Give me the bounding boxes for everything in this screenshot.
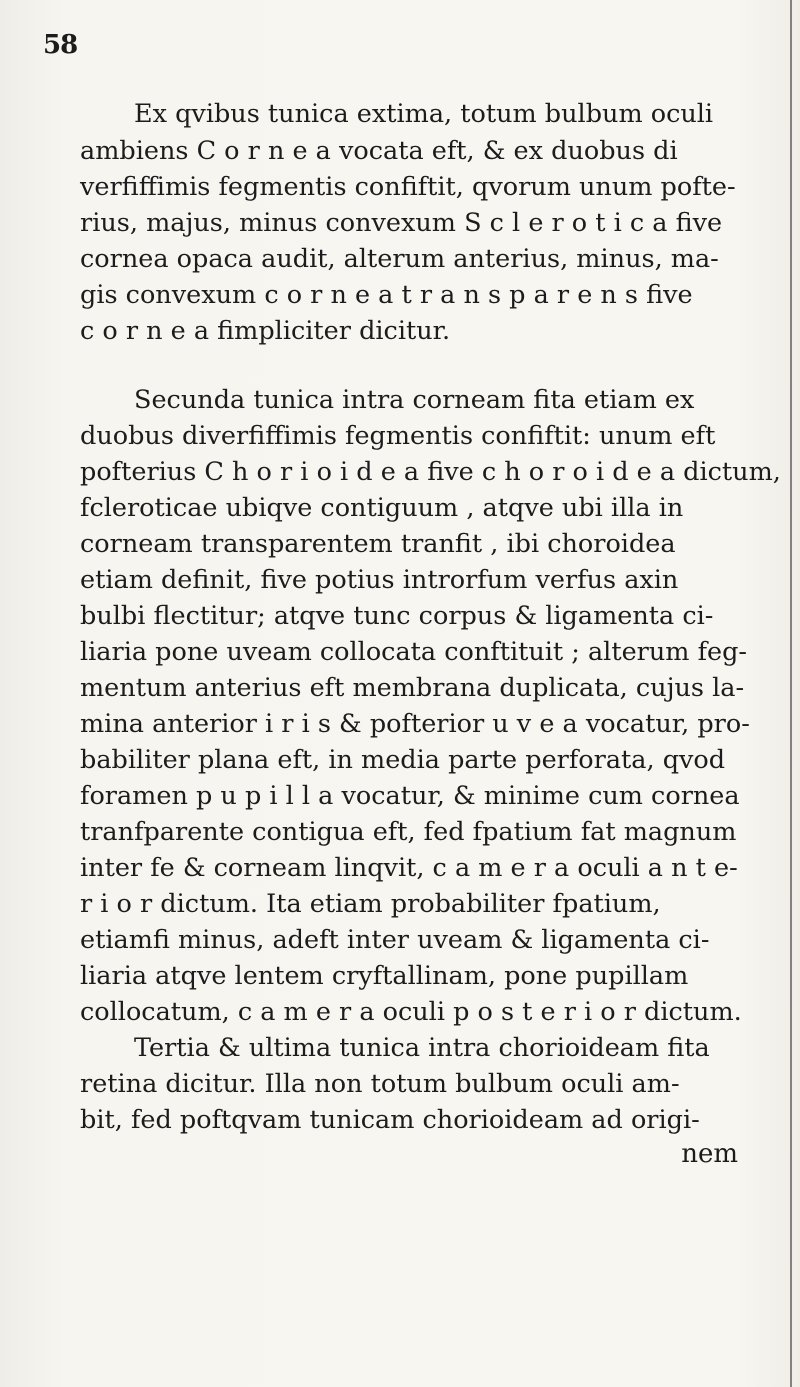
text-line: fcleroticae ubiqve contiguum , atqve ubi illa in (80, 493, 684, 523)
text-line: collocatum, c a m e r a oculi p o s t e r i o r dictum. (80, 997, 742, 1027)
text-line: r i o r dictum. Ita etiam probabiliter fpatium, (80, 889, 661, 919)
text-line: verfiffimis fegmentis confiftit, qvorum unum pofte- (80, 172, 736, 202)
text-line: etiam definit, five potius introrfum verfus axin (80, 565, 679, 595)
text-line: rius, majus, minus convexum S c l e r o t i c a five (80, 208, 723, 238)
text-line: c o r n e a fimpliciter dicitur. (80, 316, 451, 346)
text-line: tranfparente contigua eft, fed fpatium fat magnum (80, 817, 737, 847)
text-line: inter fe & corneam linqvit, c a m e r a oculi a n t e- (80, 853, 738, 883)
text-line: corneam transparentem tranfit , ibi choroidea (80, 529, 676, 559)
text-line: mina anterior i r i s & pofterior u v e a vocatur, pro- (80, 709, 750, 739)
text-line: gis convexum c o r n e a t r a n s p a r e n s five (80, 280, 693, 310)
catchword: nem (681, 1139, 738, 1169)
text-line: bulbi flectitur; atqve tunc corpus & ligamenta ci- (80, 601, 714, 631)
page-number: 58 (43, 30, 78, 60)
text-line: Ex qvibus tunica extima, totum bulbum oculi (134, 99, 714, 129)
text-line: duobus diverfiffimis fegmentis confiftit: unum eft (80, 421, 716, 451)
text-line: etiamfi minus, adeft inter uveam & ligamenta ci- (80, 925, 710, 955)
text-line: Secunda tunica intra corneam fita etiam ex (134, 385, 695, 415)
text-line: pofterius C h o r i o i d e a five c h o r o i d e a dictum, (80, 457, 781, 487)
text-line: cornea opaca audit, alterum anterius, minus, ma- (80, 244, 719, 274)
text-line: liaria atqve lentem cryftallinam, pone pupillam (80, 961, 689, 991)
text-line: ambiens C o r n e a vocata eft, & ex duobus di (80, 136, 678, 166)
text-line: mentum anterius eft membrana duplicata, cujus la- (80, 673, 745, 703)
text-line: Tertia & ultima tunica intra chorioideam fita (134, 1033, 710, 1063)
text-line: foramen p u p i l l a vocatur, & minime cum cornea (80, 781, 740, 811)
text-line: liaria pone uveam collocata conftituit ; alterum feg- (80, 637, 748, 667)
page-edge (790, 0, 792, 1387)
text-line: retina dicitur. Illa non totum bulbum oculi am- (80, 1069, 680, 1099)
text-line: bit, fed poftqvam tunicam chorioideam ad origi- (80, 1105, 700, 1135)
text-line: babiliter plana eft, in media parte perforata, qvod (80, 745, 726, 775)
